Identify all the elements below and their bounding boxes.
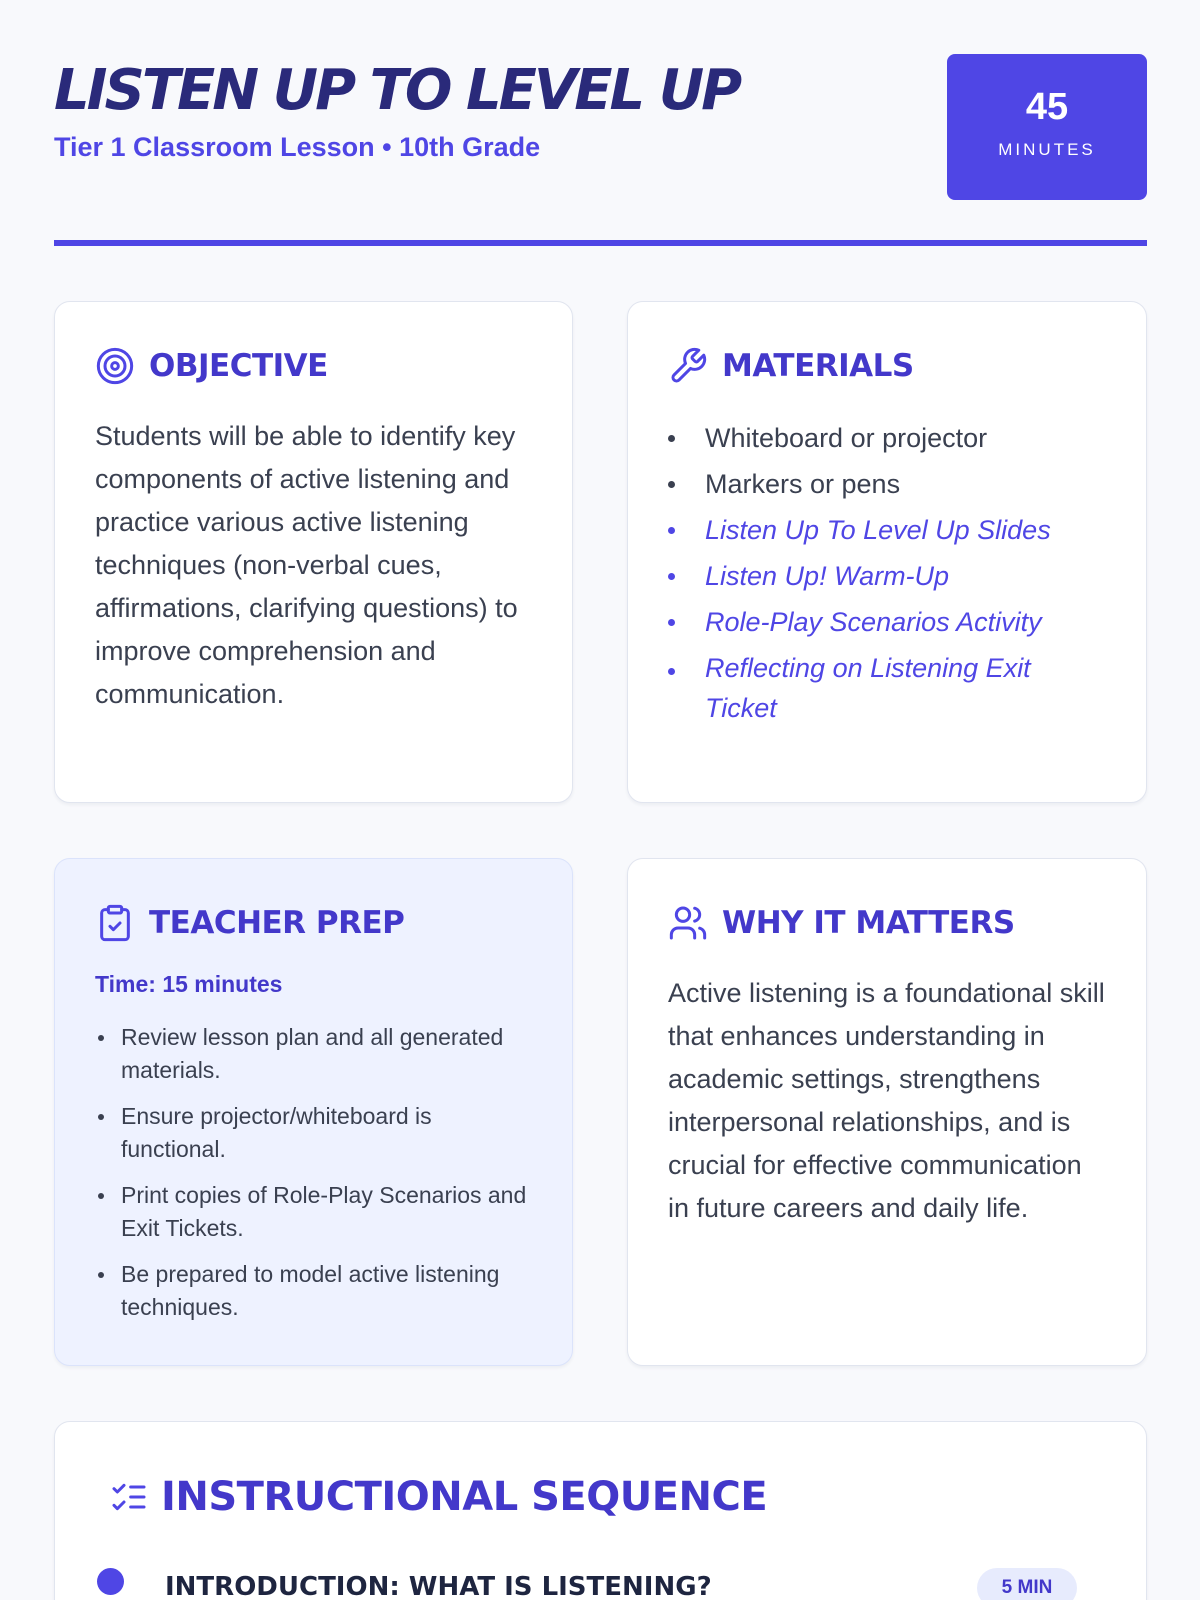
list-checks-icon (109, 1477, 149, 1517)
step-duration-badge: 5 MIN (977, 1568, 1077, 1600)
list-item: Review lesson plan and all generated materials. (95, 1021, 535, 1087)
materials-link-exit-ticket[interactable]: Reflecting on Listening Exit Ticket (668, 645, 1108, 728)
objective-heading (95, 346, 328, 386)
why-it-matters-title: WHY IT MATTERS (722, 905, 1015, 941)
duration-value: 45 (1025, 86, 1069, 128)
materials-link-slides[interactable]: Listen Up To Level Up Slides (668, 507, 1108, 553)
list-item: Markers or pens (668, 461, 1108, 507)
wrench-icon (668, 346, 708, 386)
target-icon (95, 346, 135, 386)
materials-link-warmup[interactable]: Listen Up! Warm-Up (668, 553, 1108, 599)
list-item: Whiteboard or projector (668, 415, 1108, 461)
materials-link-roleplay[interactable]: Role-Play Scenarios Activity (668, 599, 1108, 645)
duration-badge (947, 54, 1147, 200)
teacher-prep-heading (95, 903, 404, 943)
why-it-matters-card (627, 858, 1147, 1366)
sequence-heading (109, 1474, 767, 1520)
teacher-prep-card (54, 858, 573, 1366)
timeline-dot (97, 1568, 124, 1595)
objective-title: OBJECTIVE (149, 348, 328, 384)
materials-card (627, 301, 1147, 803)
page-subtitle: Tier 1 Classroom Lesson • 10th Grade (54, 132, 541, 162)
prep-time: Time: 15 minutes (95, 971, 283, 997)
materials-title: MATERIALS (722, 348, 914, 384)
teacher-prep-title: TEACHER PREP (149, 905, 405, 941)
list-item: Print copies of Role-Play Scenarios and Exit Tickets. (95, 1179, 535, 1245)
users-icon (668, 903, 708, 943)
duration-unit: MINUTES (998, 140, 1096, 159)
why-it-matters-heading (668, 903, 1015, 943)
clipboard-check-icon (95, 903, 135, 943)
list-item: Be prepared to model active listening techniques. (95, 1258, 535, 1324)
objective-card (54, 301, 573, 803)
materials-list (668, 415, 1108, 728)
sequence-title: INSTRUCTIONAL SEQUENCE (161, 1474, 768, 1520)
objective-text: Students will be able to identify key components of active listening and practice various active listening techniques (non-verbal cues, affirmations, clarifying questions) to improve comprehension and communication. (95, 421, 518, 709)
materials-heading (668, 346, 914, 386)
why-it-matters-text: Active listening is a foundational skill that enhances understanding in academic settings, strengthens interpersonal relationships, and is crucial for effective communication in future careers and daily life. (668, 978, 1105, 1223)
page-title: LISTEN UP TO LEVEL UP (54, 58, 740, 123)
header-divider (54, 240, 1147, 246)
sequence-card (54, 1421, 1147, 1600)
list-item: Ensure projector/whiteboard is functional. (95, 1100, 535, 1166)
step-title: INTRODUCTION: WHAT IS LISTENING? (165, 1572, 712, 1600)
prep-list (95, 1021, 535, 1337)
lesson-header (54, 54, 1147, 200)
